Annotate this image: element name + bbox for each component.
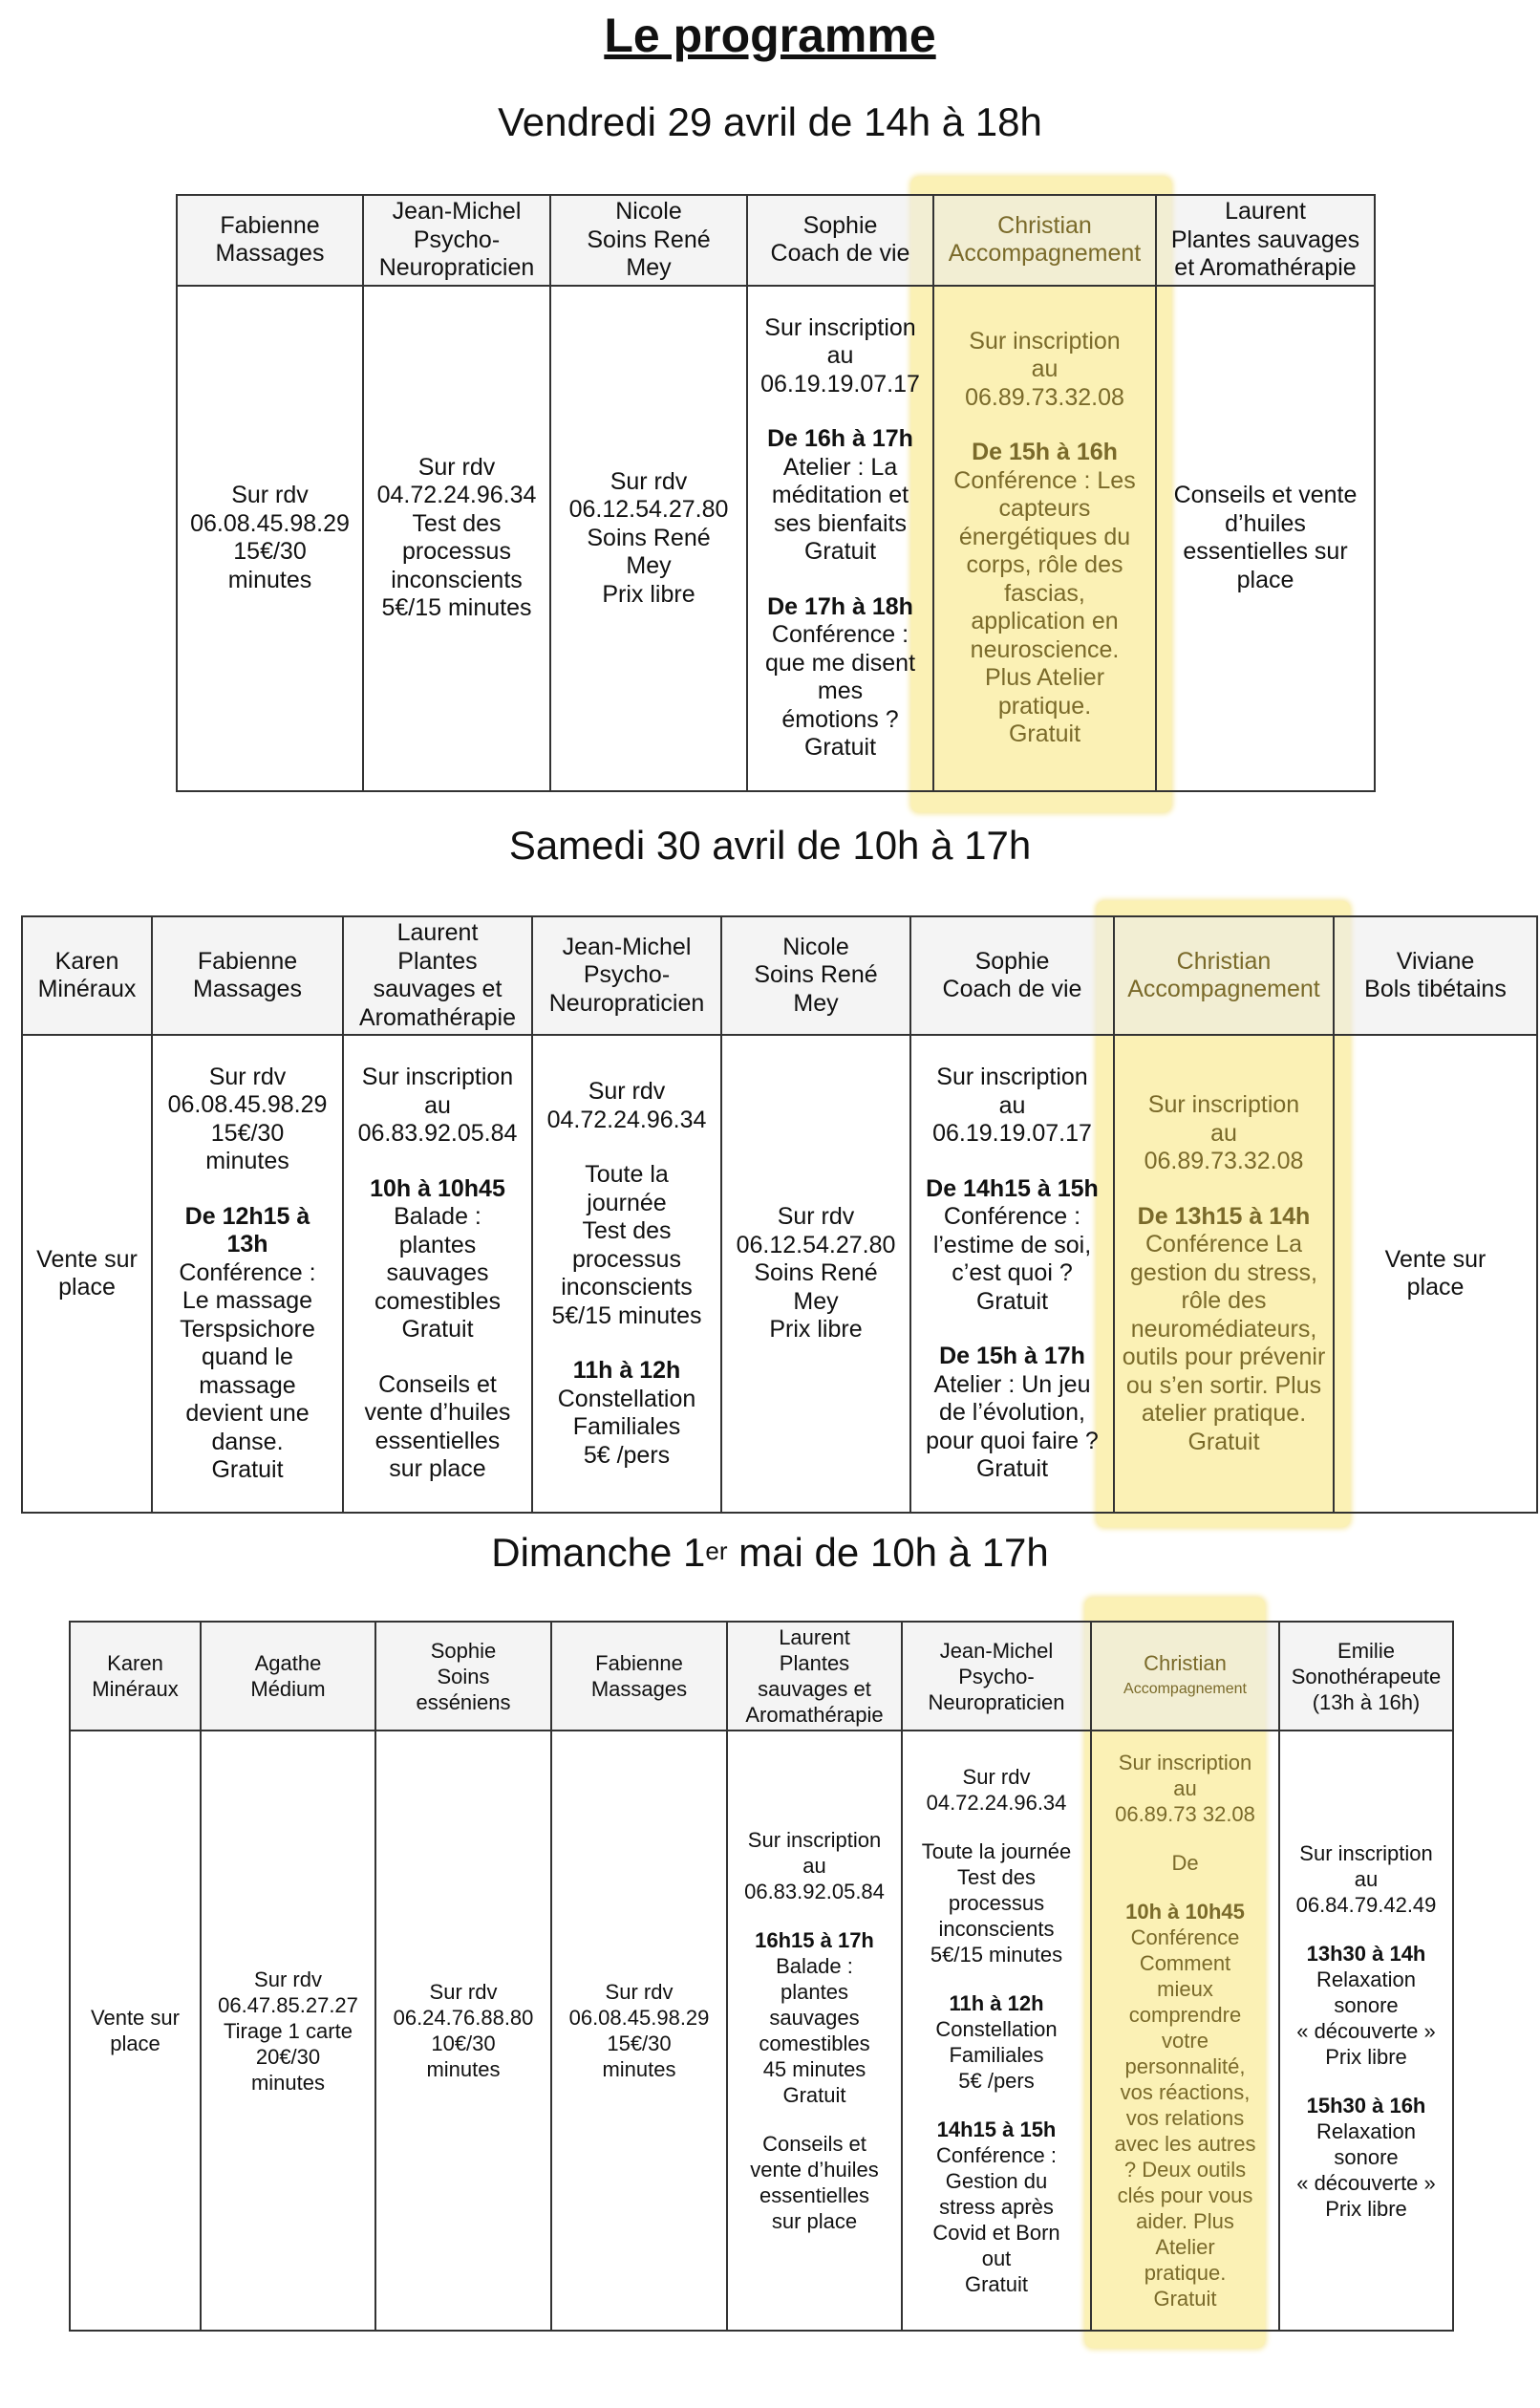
session-details: Sur rdv 04.72.24.96.34 Test des processus inconscients 5€/15 minutes xyxy=(376,453,537,622)
session-details: Sur rdv 06.24.76.88.80 10€/30 minutes xyxy=(393,1980,534,2081)
session-block xyxy=(914,1175,1110,1317)
session-block xyxy=(914,1343,1110,1484)
column-header-christian xyxy=(1091,1622,1279,1731)
session-time: 16h15 à 17h xyxy=(755,1928,874,1952)
practitioner-name: Jean-Michel xyxy=(939,1638,1054,1663)
session-block xyxy=(731,1927,898,2108)
schedule-cell-laurent xyxy=(1156,286,1375,792)
session-details: Relaxation sonore « découverte » Prix libre xyxy=(1296,2118,1436,2221)
schedule-cell-christian xyxy=(1114,1035,1334,1513)
session-block xyxy=(1095,1750,1275,1827)
session-block xyxy=(26,1246,148,1302)
column-header-nicole xyxy=(550,195,747,286)
session-block xyxy=(536,1078,717,1134)
column-header-christian xyxy=(933,195,1156,286)
practitioner-name: Jean-Michel xyxy=(392,198,522,225)
session-details: Sur rdv 06.08.45.98.29 15€/30 minutes xyxy=(167,1063,328,1174)
session-details: De xyxy=(1171,1851,1199,1875)
session-details: Sur inscription au 06.19.19.07.17 xyxy=(760,313,920,398)
session-time: 10h à 10h45 xyxy=(1125,1900,1245,1924)
session-details: Sur rdv 06.12.54.27.80 Soins René Mey Prix libre xyxy=(568,467,729,608)
session-details: Sur rdv 06.08.45.98.29 15€/30 minutes xyxy=(190,482,350,593)
session-details: Sur inscription au 06.89.73.32.08 xyxy=(965,327,1124,411)
session-details: Conférence La gestion du stress, rôle des neuromédiateurs, outils pour prévenir ou s’en sortir. Plus atelier pratique. Gratuit xyxy=(1122,1231,1326,1455)
column-header-karen xyxy=(22,916,152,1035)
session-time: 15h30 à 16h xyxy=(1306,2093,1426,2118)
practitioner-name: Karen xyxy=(54,947,119,975)
session-details: Sur rdv 04.72.24.96.34 xyxy=(546,1078,707,1133)
specialty-line: Neuropraticien xyxy=(548,989,705,1017)
session-block xyxy=(1283,1941,1449,2070)
specialty-line: Sonothérapeute xyxy=(1291,1664,1442,1688)
session-details: Sur inscription au 06.89.73 32.08 xyxy=(1115,1751,1255,1826)
specialty-line: Minéraux xyxy=(37,976,137,1002)
day-heading-saturday: Samedi 30 avril de 10h à 17h xyxy=(508,823,1032,868)
practitioner-name: Laurent xyxy=(779,1625,850,1649)
session-details: Balade : plantes sauvages comestibles 45 minutes Gratuit xyxy=(759,1954,870,2107)
session-details: Sur rdv 06.08.45.98.29 15€/30 minutes xyxy=(568,1980,710,2081)
session-block xyxy=(347,1371,528,1484)
schedule-cell-jean-michel xyxy=(902,1731,1091,2331)
schedule-table-sunday xyxy=(69,1621,1454,2332)
practitioner-name: Nicole xyxy=(615,198,682,225)
session-details: Relaxation sonore « découverte » Prix libre xyxy=(1296,1967,1436,2069)
session-details: Sur rdv 04.72.24.96.34 xyxy=(926,1765,1067,1815)
session-details: Conseils et vente d’huiles essentielles sur place xyxy=(364,1370,511,1483)
practitioner-name: Sophie xyxy=(974,947,1050,975)
session-block xyxy=(906,1764,1087,1816)
day-heading-friday: Vendredi 29 avril de 14h à 18h xyxy=(498,99,1042,144)
column-header-jean-michel xyxy=(532,916,721,1035)
schedule-cell-fabienne xyxy=(152,1035,343,1513)
practitioner-name: Fabienne xyxy=(197,947,298,975)
session-block xyxy=(731,1827,898,1904)
session-block xyxy=(914,1064,1110,1149)
schedule-cell-sophie xyxy=(375,1731,551,2331)
session-details: Conférence Comment mieux comprendre votre personnalité, vos réactions, vos relations avec les autres ? Deux outils clés pour vous aider. Plus Atelier pratique. Gratuit xyxy=(1114,1925,1256,2311)
practitioner-name: Emilie xyxy=(1337,1638,1395,1663)
session-details: Conférence : l’estime de soi, c’est quoi ? Gratuit xyxy=(932,1203,1092,1315)
session-details: Conférence : Les capteurs énergétiques du corps, rôle des fascias, application en neuroscience. Plus Atelier pratique. Gratuit xyxy=(953,466,1136,748)
column-header-nicole xyxy=(721,916,910,1035)
specialty-line: Plantes sauvages xyxy=(1170,226,1360,253)
column-header-jean-michel xyxy=(902,1622,1091,1731)
session-details: Sur inscription au 06.83.92.05.84 xyxy=(744,1828,885,1903)
column-header-viviane xyxy=(1334,916,1537,1035)
column-header-fabienne xyxy=(177,195,363,286)
session-block xyxy=(536,1161,717,1330)
session-block xyxy=(725,1203,907,1344)
session-block xyxy=(1337,1246,1533,1302)
schedule-cell-karen xyxy=(70,1731,201,2331)
session-time: De 13h15 à 14h xyxy=(1137,1202,1311,1230)
session-block xyxy=(555,1979,723,2082)
column-header-jean-michel xyxy=(363,195,550,286)
session-time: 10h à 10h45 xyxy=(370,1174,505,1202)
practitioner-name: Sophie xyxy=(430,1638,497,1663)
session-block xyxy=(181,482,359,594)
specialty-line: Mey xyxy=(793,989,839,1017)
schedule-cell-agathe xyxy=(201,1731,375,2331)
session-details: Sur inscription au 06.83.92.05.84 xyxy=(357,1064,518,1148)
day-heading-sunday: Dimanche 1er mai de 10h à 17h xyxy=(491,1530,1049,1575)
session-time: 11h à 12h xyxy=(572,1357,681,1384)
column-header-emilie xyxy=(1279,1622,1453,1731)
practitioner-name: Sophie xyxy=(802,211,878,239)
column-header-sophie xyxy=(747,195,933,286)
session-details: Sur rdv 06.12.54.27.80 Soins René Mey Prix libre xyxy=(736,1203,896,1344)
column-header-fabienne xyxy=(551,1622,727,1731)
session-block xyxy=(937,439,1152,749)
schedule-cell-nicole xyxy=(721,1035,910,1513)
session-details: Constellation Familiales 5€ /pers xyxy=(557,1385,696,1469)
session-details: Sur inscription au 06.84.79.42.49 xyxy=(1295,1840,1437,1917)
practitioner-name: Christian xyxy=(1144,1651,1227,1675)
specialty-line: et Aromathérapie xyxy=(1174,254,1357,281)
column-header-christian xyxy=(1114,916,1334,1035)
specialty-line: Accompagnement xyxy=(948,240,1142,268)
session-block xyxy=(1160,482,1371,594)
session-time: De 17h à 18h xyxy=(767,592,913,620)
session-details: Sur inscription au 06.89.73.32.08 xyxy=(1144,1091,1304,1174)
specialty-line: Accompagnement xyxy=(1123,1681,1247,1697)
specialty-line: Soins xyxy=(437,1664,490,1688)
column-header-karen xyxy=(70,1622,201,1731)
specialty-line: Soins René xyxy=(587,226,711,253)
schedule-cell-christian xyxy=(933,286,1156,792)
schedule-cell-karen xyxy=(22,1035,152,1513)
specialty-line: Coach de vie xyxy=(942,976,1082,1002)
practitioner-name: Christian xyxy=(997,211,1092,239)
schedule-cell-fabienne xyxy=(551,1731,727,2331)
schedule-cell-christian xyxy=(1091,1731,1279,2331)
specialty-line: Aromathérapie xyxy=(359,1003,516,1031)
session-block xyxy=(731,2131,898,2234)
practitioner-name: Viviane xyxy=(1396,947,1475,975)
schedule-cell-laurent xyxy=(343,1035,532,1513)
session-block xyxy=(156,1203,339,1485)
session-block xyxy=(1118,1091,1330,1176)
column-header-fabienne xyxy=(152,916,343,1035)
session-block xyxy=(347,1175,528,1344)
session-block xyxy=(1283,2093,1449,2222)
session-details: Vente sur place xyxy=(91,2006,180,2055)
session-time: De 12h15 à 13h xyxy=(184,1202,310,1258)
practitioner-name: Laurent xyxy=(1225,198,1306,225)
session-block xyxy=(906,1838,1087,1967)
session-block xyxy=(554,468,743,610)
specialty-line: Minéraux xyxy=(92,1677,179,1701)
session-block xyxy=(1095,1899,1275,2311)
session-time: 13h30 à 14h xyxy=(1306,1941,1426,1966)
session-details: Vente sur place xyxy=(1384,1245,1487,1301)
specialty-line: Accompagnement xyxy=(1127,976,1320,1002)
session-time: De 14h15 à 15h xyxy=(926,1174,1099,1202)
session-block xyxy=(74,2005,197,2056)
practitioner-name: Fabienne xyxy=(220,211,320,239)
column-header-laurent xyxy=(343,916,532,1035)
session-block xyxy=(204,1967,372,2096)
practitioner-name: Karen xyxy=(107,1651,163,1675)
schedule-cell-sophie xyxy=(910,1035,1114,1513)
column-header-agathe xyxy=(201,1622,375,1731)
session-block xyxy=(751,593,930,763)
session-time: 14h15 à 15h xyxy=(936,2118,1057,2141)
session-details: Atelier : La méditation et ses bienfaits Gratuit xyxy=(771,453,909,566)
schedule-cell-nicole xyxy=(550,286,747,792)
column-header-laurent xyxy=(1156,195,1375,286)
specialty-line: Plantes xyxy=(779,1651,850,1675)
session-details: Constellation Familiales 5€ /pers xyxy=(935,2017,1058,2093)
session-block xyxy=(367,454,546,623)
specialty-line: Plantes xyxy=(397,947,478,975)
specialty-line: Neuropraticien xyxy=(928,1689,1065,1714)
column-header-sophie xyxy=(375,1622,551,1731)
session-block xyxy=(937,328,1152,413)
session-time: De 15h à 17h xyxy=(939,1343,1085,1370)
specialty-line: sauvages et xyxy=(758,1677,871,1701)
session-block xyxy=(906,1990,1087,2094)
session-block xyxy=(751,314,930,399)
specialty-line: Massages xyxy=(193,976,302,1002)
practitioner-name: Christian xyxy=(1176,947,1272,975)
session-block xyxy=(1095,1850,1275,1876)
session-details: Sur inscription au 06.19.19.07.17 xyxy=(932,1064,1092,1148)
page-title: Le programme xyxy=(604,9,936,62)
session-details: Conseils et vente d’huiles essentielles sur place xyxy=(750,2132,879,2233)
practitioner-name: Nicole xyxy=(782,933,849,960)
specialty-line: Psycho- xyxy=(413,226,501,253)
session-block xyxy=(379,1979,547,2082)
session-block xyxy=(156,1064,339,1176)
schedule-table-friday xyxy=(176,194,1376,792)
practitioner-name: Agathe xyxy=(254,1651,322,1675)
session-block xyxy=(1118,1203,1330,1457)
session-details: Conseils et vente d’huiles essentielles sur place xyxy=(1173,482,1358,593)
session-block xyxy=(906,2117,1087,2297)
column-header-laurent xyxy=(727,1622,902,1731)
practitioner-name: Fabienne xyxy=(595,1651,683,1675)
schedule-cell-jean-michel xyxy=(363,286,550,792)
specialty-line: Neuropraticien xyxy=(378,254,535,281)
schedule-cell-fabienne xyxy=(177,286,363,792)
specialty-line: Soins René xyxy=(754,961,878,989)
session-details: Sur rdv 06.47.85.27.27 Tirage 1 carte 20€/30 minutes xyxy=(218,1967,358,2095)
session-block xyxy=(1283,1840,1449,1918)
schedule-cell-sophie xyxy=(747,286,933,792)
session-block xyxy=(347,1064,528,1149)
session-details: Conférence : Le massage Terspsichore quand le massage devient une danse. Gratuit xyxy=(179,1258,316,1483)
practitioner-name: Jean-Michel xyxy=(562,933,692,960)
specialty-line: Psycho- xyxy=(583,961,671,989)
session-block xyxy=(536,1357,717,1470)
specialty-line: (13h à 16h) xyxy=(1312,1689,1421,1714)
specialty-line: Mey xyxy=(626,254,672,281)
schedule-cell-emilie xyxy=(1279,1731,1453,2331)
specialty-line: Médium xyxy=(250,1677,326,1701)
schedule-table-saturday xyxy=(21,915,1538,1514)
session-time: De 16h à 17h xyxy=(767,425,913,453)
schedule-cell-viviane xyxy=(1334,1035,1537,1513)
specialty-line: Bols tibétains xyxy=(1364,976,1507,1002)
specialty-line: Massages xyxy=(215,240,325,268)
session-block xyxy=(751,425,930,567)
column-header-sophie xyxy=(910,916,1114,1035)
specialty-line: Aromathérapie xyxy=(745,1703,884,1727)
session-details: Conférence : que me disent mes émotions ? Gratuit xyxy=(764,621,916,762)
specialty-line: sauvages et xyxy=(373,976,503,1002)
session-details: Vente sur place xyxy=(36,1245,138,1301)
schedule-cell-laurent xyxy=(727,1731,902,2331)
specialty-line: Coach de vie xyxy=(770,240,910,268)
session-details: Atelier : Un jeu de l’évolution, pour quoi faire ? Gratuit xyxy=(926,1370,1099,1483)
session-details: Balade : plantes sauvages comestibles Gratuit xyxy=(374,1203,501,1344)
specialty-line: esséniens xyxy=(416,1689,511,1714)
specialty-line: Psycho- xyxy=(958,1664,1035,1688)
session-details: Toute la journée Test des processus inconscients 5€/15 minutes xyxy=(551,1161,702,1329)
session-time: De 15h à 16h xyxy=(972,439,1118,466)
session-time: 11h à 12h xyxy=(949,1991,1044,2015)
session-details: Conférence : Gestion du stress après Covid et Born out Gratuit xyxy=(932,2143,1060,2296)
specialty-line: Massages xyxy=(590,1677,688,1701)
schedule-cell-jean-michel xyxy=(532,1035,721,1513)
session-details: Toute la journée Test des processus inconscients 5€/15 minutes xyxy=(921,1839,1072,1967)
practitioner-name: Laurent xyxy=(396,919,479,946)
